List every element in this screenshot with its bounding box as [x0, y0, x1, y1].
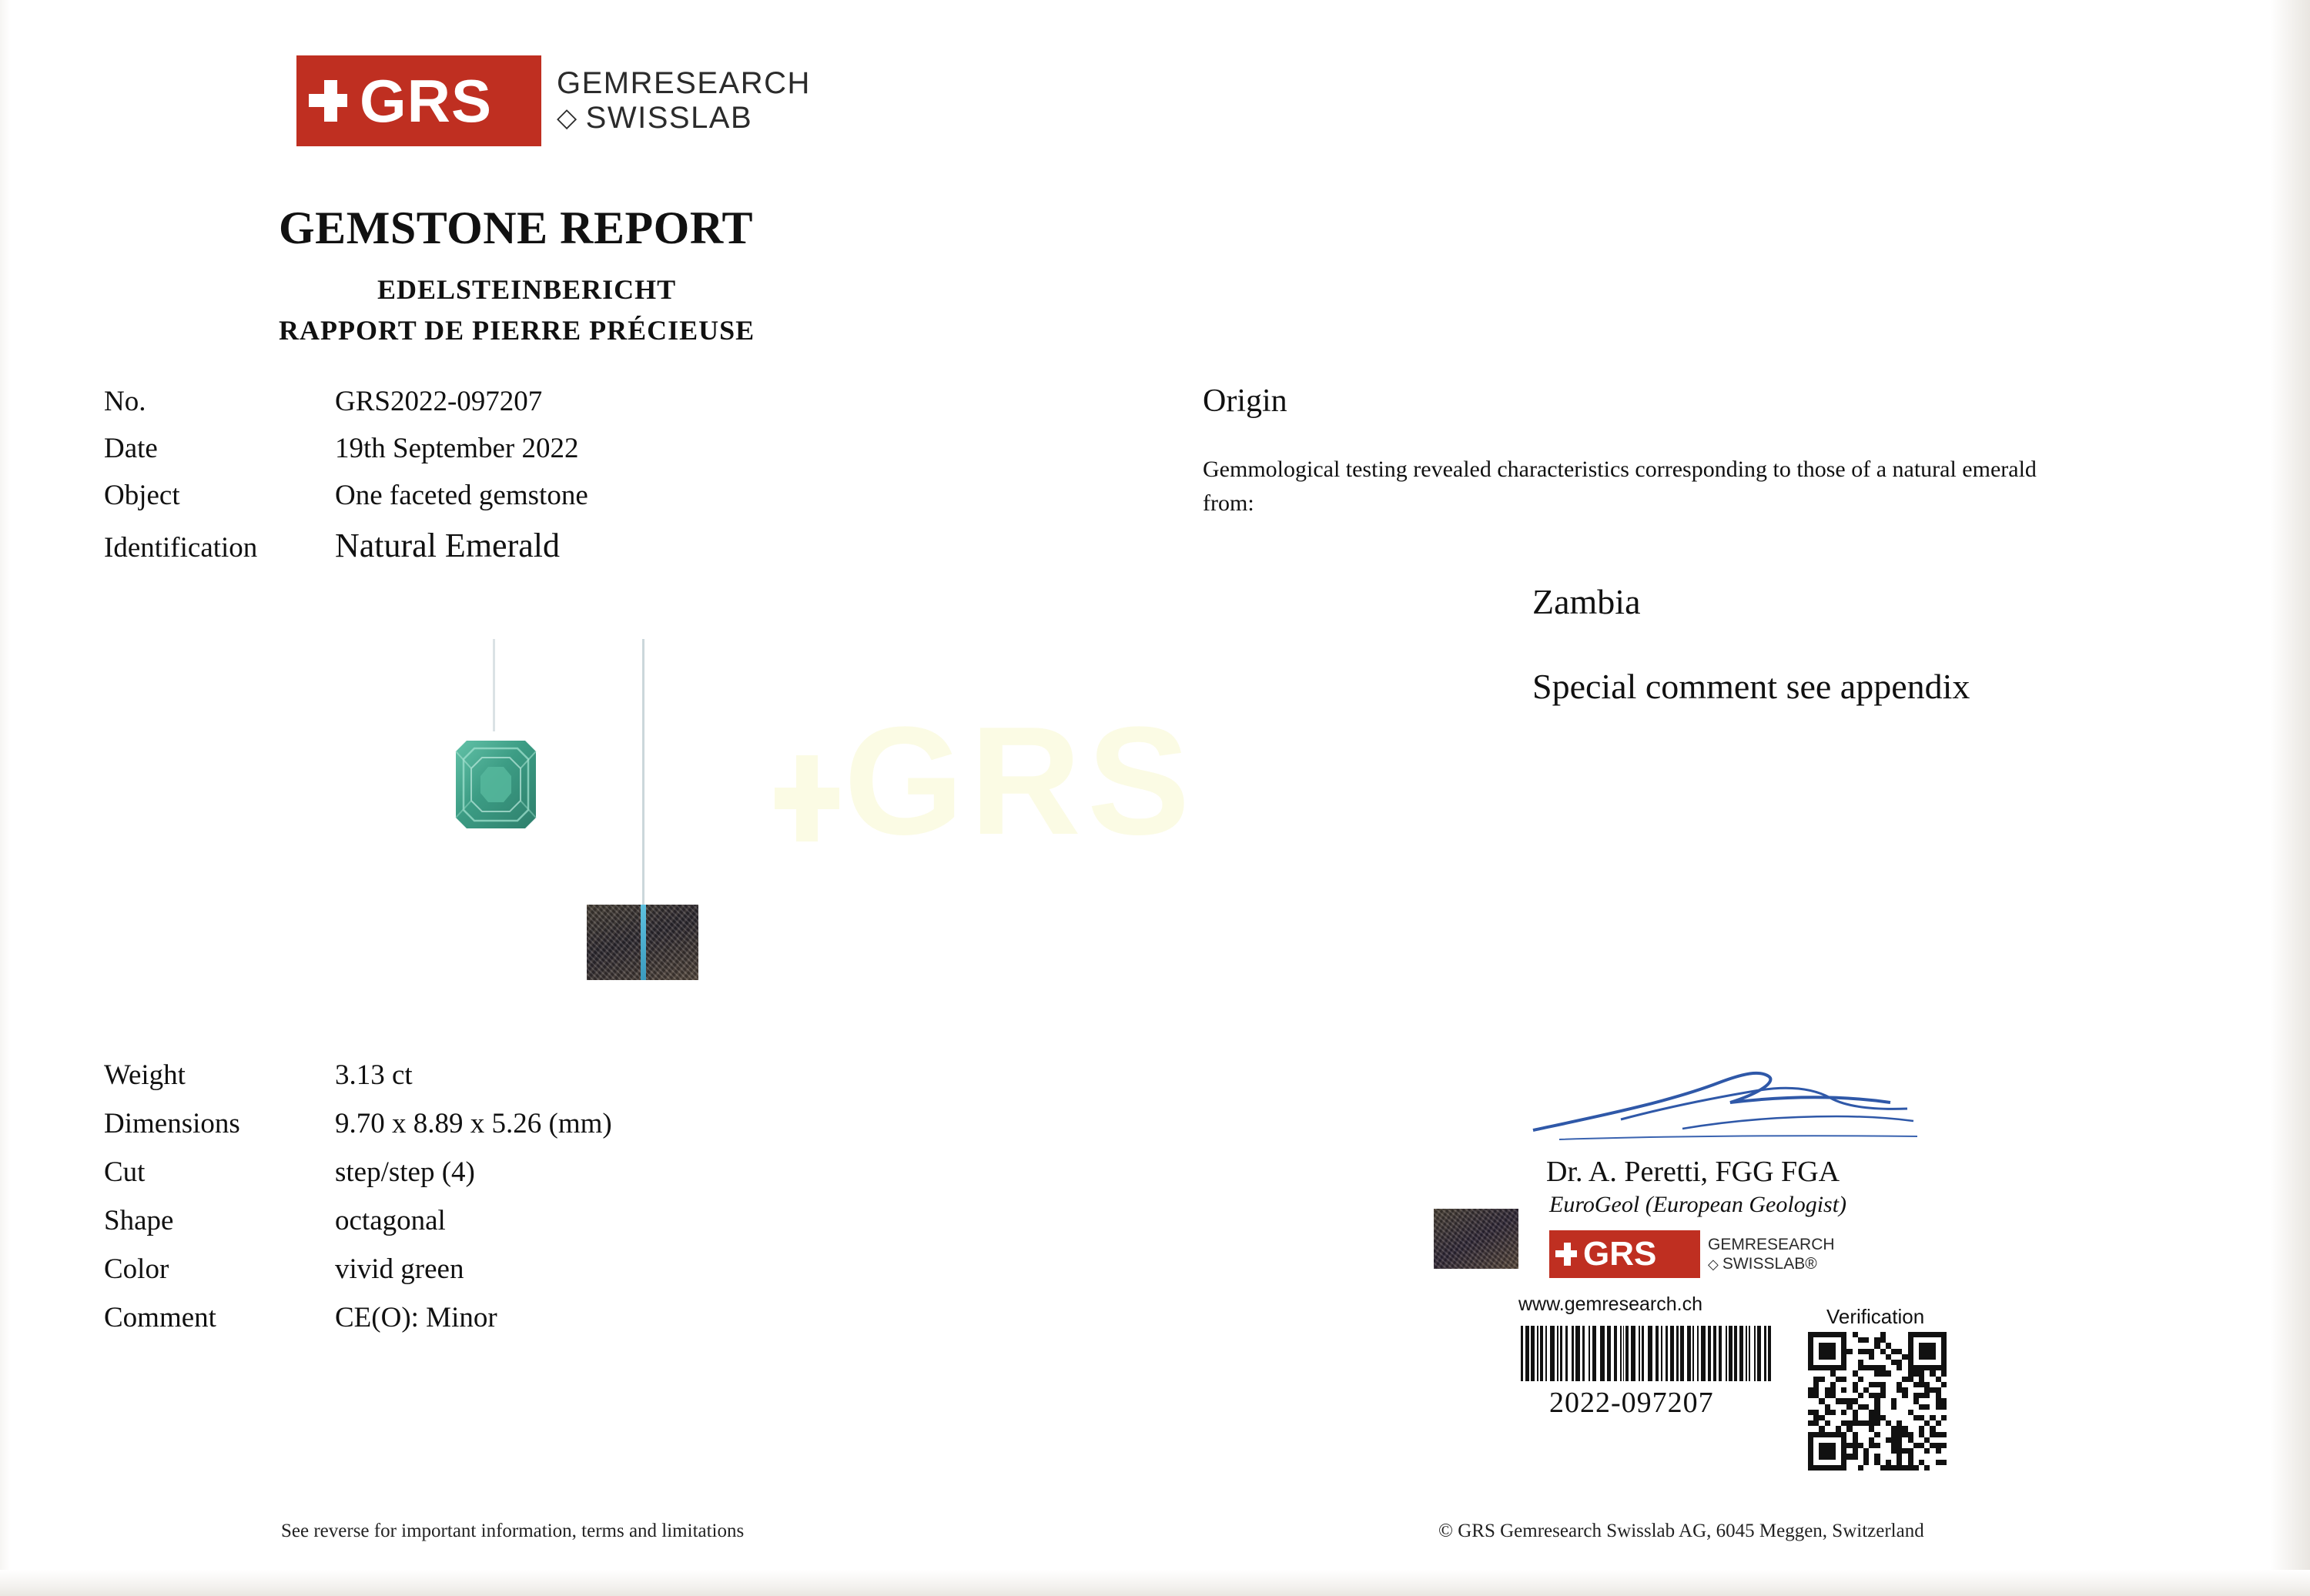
watermark-text: GRS [844, 695, 1197, 867]
field-row [104, 1253, 1028, 1286]
field-row [104, 385, 951, 418]
field-value: 19th September 2022 [335, 433, 579, 464]
grs-logo-mark [296, 55, 541, 146]
grs-logo-line2-row [557, 101, 811, 136]
page-edge-bottom [0, 1570, 2310, 1596]
grs-logo-small-line2-row [1708, 1254, 1835, 1273]
field-value: GRS2022-097207 [335, 386, 543, 417]
footer-inclusion-photo [1434, 1209, 1518, 1269]
verification-label: Verification [1826, 1305, 1925, 1328]
grs-logo-small-mark [1549, 1230, 1700, 1278]
footer-note-right: © GRS Gemresearch Swisslab AG, 6045 Meggen, Switzerland [1438, 1521, 1924, 1541]
field-value: 9.70 x 8.89 x 5.26 (mm) [335, 1108, 612, 1139]
field-row [104, 479, 951, 512]
page-title-german: EDELSTEINBERICHT [377, 274, 677, 305]
field-label: No. [104, 386, 146, 417]
field-value: CE(O): Minor [335, 1302, 497, 1333]
grs-logo-wordmark [557, 66, 811, 136]
barcode-number: 2022-097207 [1549, 1387, 1714, 1419]
field-label: Dimensions [104, 1108, 240, 1139]
diamond-icon: ◇ [557, 103, 578, 133]
footer-note-left: See reverse for important information, terms and limitations [281, 1521, 745, 1541]
swiss-cross-watermark-icon [770, 748, 844, 848]
field-value: 3.13 ct [335, 1059, 413, 1091]
field-row [104, 1204, 1028, 1237]
field-row [104, 432, 951, 465]
field-value: step/step (4) [335, 1156, 475, 1188]
field-row [104, 526, 951, 565]
verification-qr-code[interactable] [1808, 1332, 1947, 1471]
stone-properties [104, 1059, 1028, 1350]
grs-logo-small-wordmark [1708, 1235, 1835, 1273]
website-url[interactable]: www.gemresearch.ch [1518, 1293, 1702, 1315]
page-title: GEMSTONE REPORT [279, 202, 754, 253]
grs-watermark [770, 693, 1196, 870]
field-label: Date [104, 433, 158, 464]
barcode [1521, 1326, 1775, 1381]
field-value: octagonal [335, 1205, 446, 1236]
grs-logo-line2: SWISSLAB [585, 101, 753, 135]
grs-logo-small-line2: SWISSLAB® [1722, 1255, 1817, 1273]
field-value: vivid green [335, 1253, 464, 1285]
grs-logo-small-text: GRS [1583, 1235, 1657, 1273]
origin-note: Gemmological testing revealed characteristics corresponding to those of a natural emerald from: [1203, 457, 2037, 516]
page-title-french: RAPPORT DE PIERRE PRÉCIEUSE [279, 315, 755, 346]
footer-inclusion-texture [1434, 1209, 1518, 1269]
field-row [104, 1059, 1028, 1092]
field-label: Identification [104, 532, 258, 564]
field-label: Object [104, 480, 180, 511]
signatory-title: EuroGeol (European Geologist) [1549, 1192, 1847, 1217]
report-fields [104, 385, 951, 579]
grs-logo-small [1549, 1230, 1835, 1278]
swiss-cross-small-icon [1555, 1241, 1578, 1267]
page-edge-right [2270, 0, 2310, 1596]
field-value: One faceted gemstone [335, 480, 588, 511]
signatory-name: Dr. A. Peretti, FGG FGA [1546, 1156, 1840, 1188]
field-label: Cut [104, 1156, 146, 1188]
field-label: Shape [104, 1205, 174, 1236]
grs-logo-small-line1: GEMRESEARCH [1708, 1235, 1835, 1253]
origin-special-comment: Special comment see appendix [1532, 667, 1970, 706]
diamond-small-icon: ◇ [1708, 1256, 1719, 1272]
photo-guide-line [493, 639, 495, 731]
field-label: Comment [104, 1302, 216, 1333]
swiss-cross-icon [309, 77, 350, 125]
gemstone-photo [454, 739, 537, 830]
page-edge-left [0, 0, 11, 1596]
grs-logo-line1: GEMRESEARCH [557, 66, 811, 101]
field-row [104, 1301, 1028, 1334]
origin-country: Zambia [1532, 582, 1641, 621]
field-row [104, 1107, 1028, 1140]
photo-guide-line [642, 639, 644, 908]
origin-title: Origin [1203, 383, 1287, 419]
inclusion-photo [587, 905, 698, 980]
inclusion-needle [641, 905, 646, 980]
field-value-identification: Natural Emerald [335, 527, 560, 564]
grs-logo-text: GRS [360, 67, 493, 135]
field-row [104, 1156, 1028, 1189]
signature-mark [1528, 1062, 1929, 1163]
field-label: Weight [104, 1059, 186, 1091]
grs-logo [296, 55, 811, 146]
field-label: Color [104, 1253, 169, 1285]
